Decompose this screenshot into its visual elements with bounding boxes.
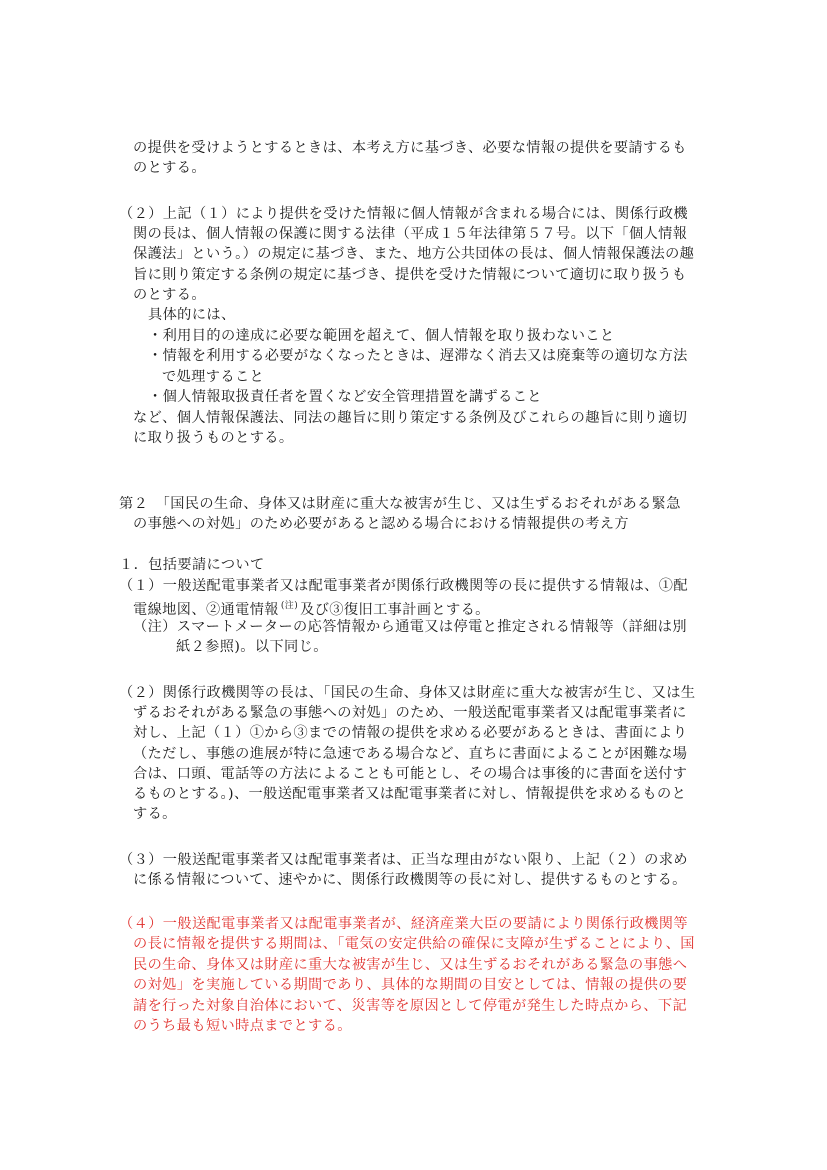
highlighted-text-line: の対処」を実施している期間であり、具体的な期間の目安としては、情報の提供の要 (133, 977, 688, 993)
highlighted-text-line: の長に情報を提供する期間は、「電気の安定供給の確保に支障が生ずることにより、国 (133, 936, 695, 952)
note-line: （注）スマートメーターの応答情報から通電又は停電と推定される情報等（詳細は別 (133, 619, 687, 635)
section-heading: 第２ 「国民の生命、身体又は財産に重大な被害が生じ、又は生ずるおそれがある緊急 (119, 496, 681, 512)
text-line: 保護法」という。）の規定に基づき、また、地方公共団体の長は、個人情報保護法の趣 (133, 246, 695, 262)
text-line: する。 (133, 806, 177, 822)
text-line: 具体的には、 (148, 307, 236, 323)
highlighted-text-line: のうち最も短い時点までとする。 (133, 1018, 352, 1034)
list-item: ・個人情報取扱責任者を置くなど安全管理措置を講ずること (148, 389, 542, 405)
text-line: に取り扱うものとする。 (133, 430, 294, 446)
text-segment: 及び③復旧工事計画とする。 (300, 602, 490, 618)
text-line: など、個人情報保護法、同法の趣旨に則り策定する条例及びこれらの趣旨に則り適切 (133, 410, 688, 426)
text-line: （２）関係行政機関等の長は、「国民の生命、身体又は財産に重大な被害が生じ、又は生 (119, 685, 696, 701)
text-line: 旨に則り策定する条例の規定に基づき、提供を受けた情報について適切に取り扱うも (133, 267, 687, 283)
text-line: （ただし、事態の進展が特に急速である場合など、直ちに書面によることが困難な場 (133, 746, 688, 762)
text-line: の提供を受けようとするときは、本考え方に基づき、必要な情報の提供を要請するも (133, 140, 687, 156)
list-item: ・利用目的の達成に必要な範囲を超えて、個人情報を取り扱わないこと (148, 328, 615, 344)
highlighted-text-line: 請を行った対象自治体において、災害等を原因として停電が発生した時点から、下記 (133, 998, 688, 1014)
section-heading: の事態への対処」のため必要があると認める場合における情報提供の考え方 (133, 516, 629, 532)
subsection-heading: １．包括要請について (119, 557, 265, 573)
text-line: 対し、上記（１）①から③までの情報の提供を求める必要があるときは、書面により (133, 725, 688, 741)
highlighted-text-line: （４）一般送配電事業者又は配電事業者が、経済産業大臣の要請により関係行政機関等 (119, 916, 688, 932)
text-line: （３）一般送配電事業者又は配電事業者は、正当な理由がない限り、上記（２）の求め (119, 852, 688, 868)
text-line: （２）上記（１）により提供を受けた情報に個人情報が含まれる場合には、関係行政機 (119, 206, 688, 222)
text-line: のとする。 (133, 287, 206, 303)
text-line: るものとする。)、一般送配電事業者又は配電事業者に対し、情報提供を求めるものと (133, 786, 687, 802)
highlighted-text-line: 民の生命、身体又は財産に重大な被害が生じ、又は生ずるおそれがある緊急の事態へ (133, 957, 688, 973)
text-line: ずるおそれがある緊急の事態への対処」のため、一般送配電事業者又は配電事業者に (133, 705, 687, 721)
text-line: で処理すること (162, 369, 265, 385)
list-item: ・情報を利用する必要がなくなったときは、遅滞なく消去又は廃棄等の適切な方法 (148, 348, 688, 364)
text-line: （１）一般送配電事業者又は配電事業者が関係行政機関等の長に提供する情報は、①配 (119, 578, 688, 594)
footnote-marker: (注) (280, 601, 299, 611)
text-line: のとする。 (133, 160, 206, 176)
note-line: 紙２参照)。以下同じ。 (176, 639, 328, 655)
text-line: 合は、口頭、電話等の方法によることも可能とし、その場合は事後的に書面を送付す (133, 766, 688, 782)
text-line: 関の長は、個人情報の保護に関する法律（平成１５年法律第５７号。以下「個人情報 (133, 226, 688, 242)
text-line: に係る情報について、速やかに、関係行政機関等の長に対し、提供するものとする。 (133, 872, 687, 888)
text-segment: 電線地図、②通電情報 (133, 602, 279, 618)
